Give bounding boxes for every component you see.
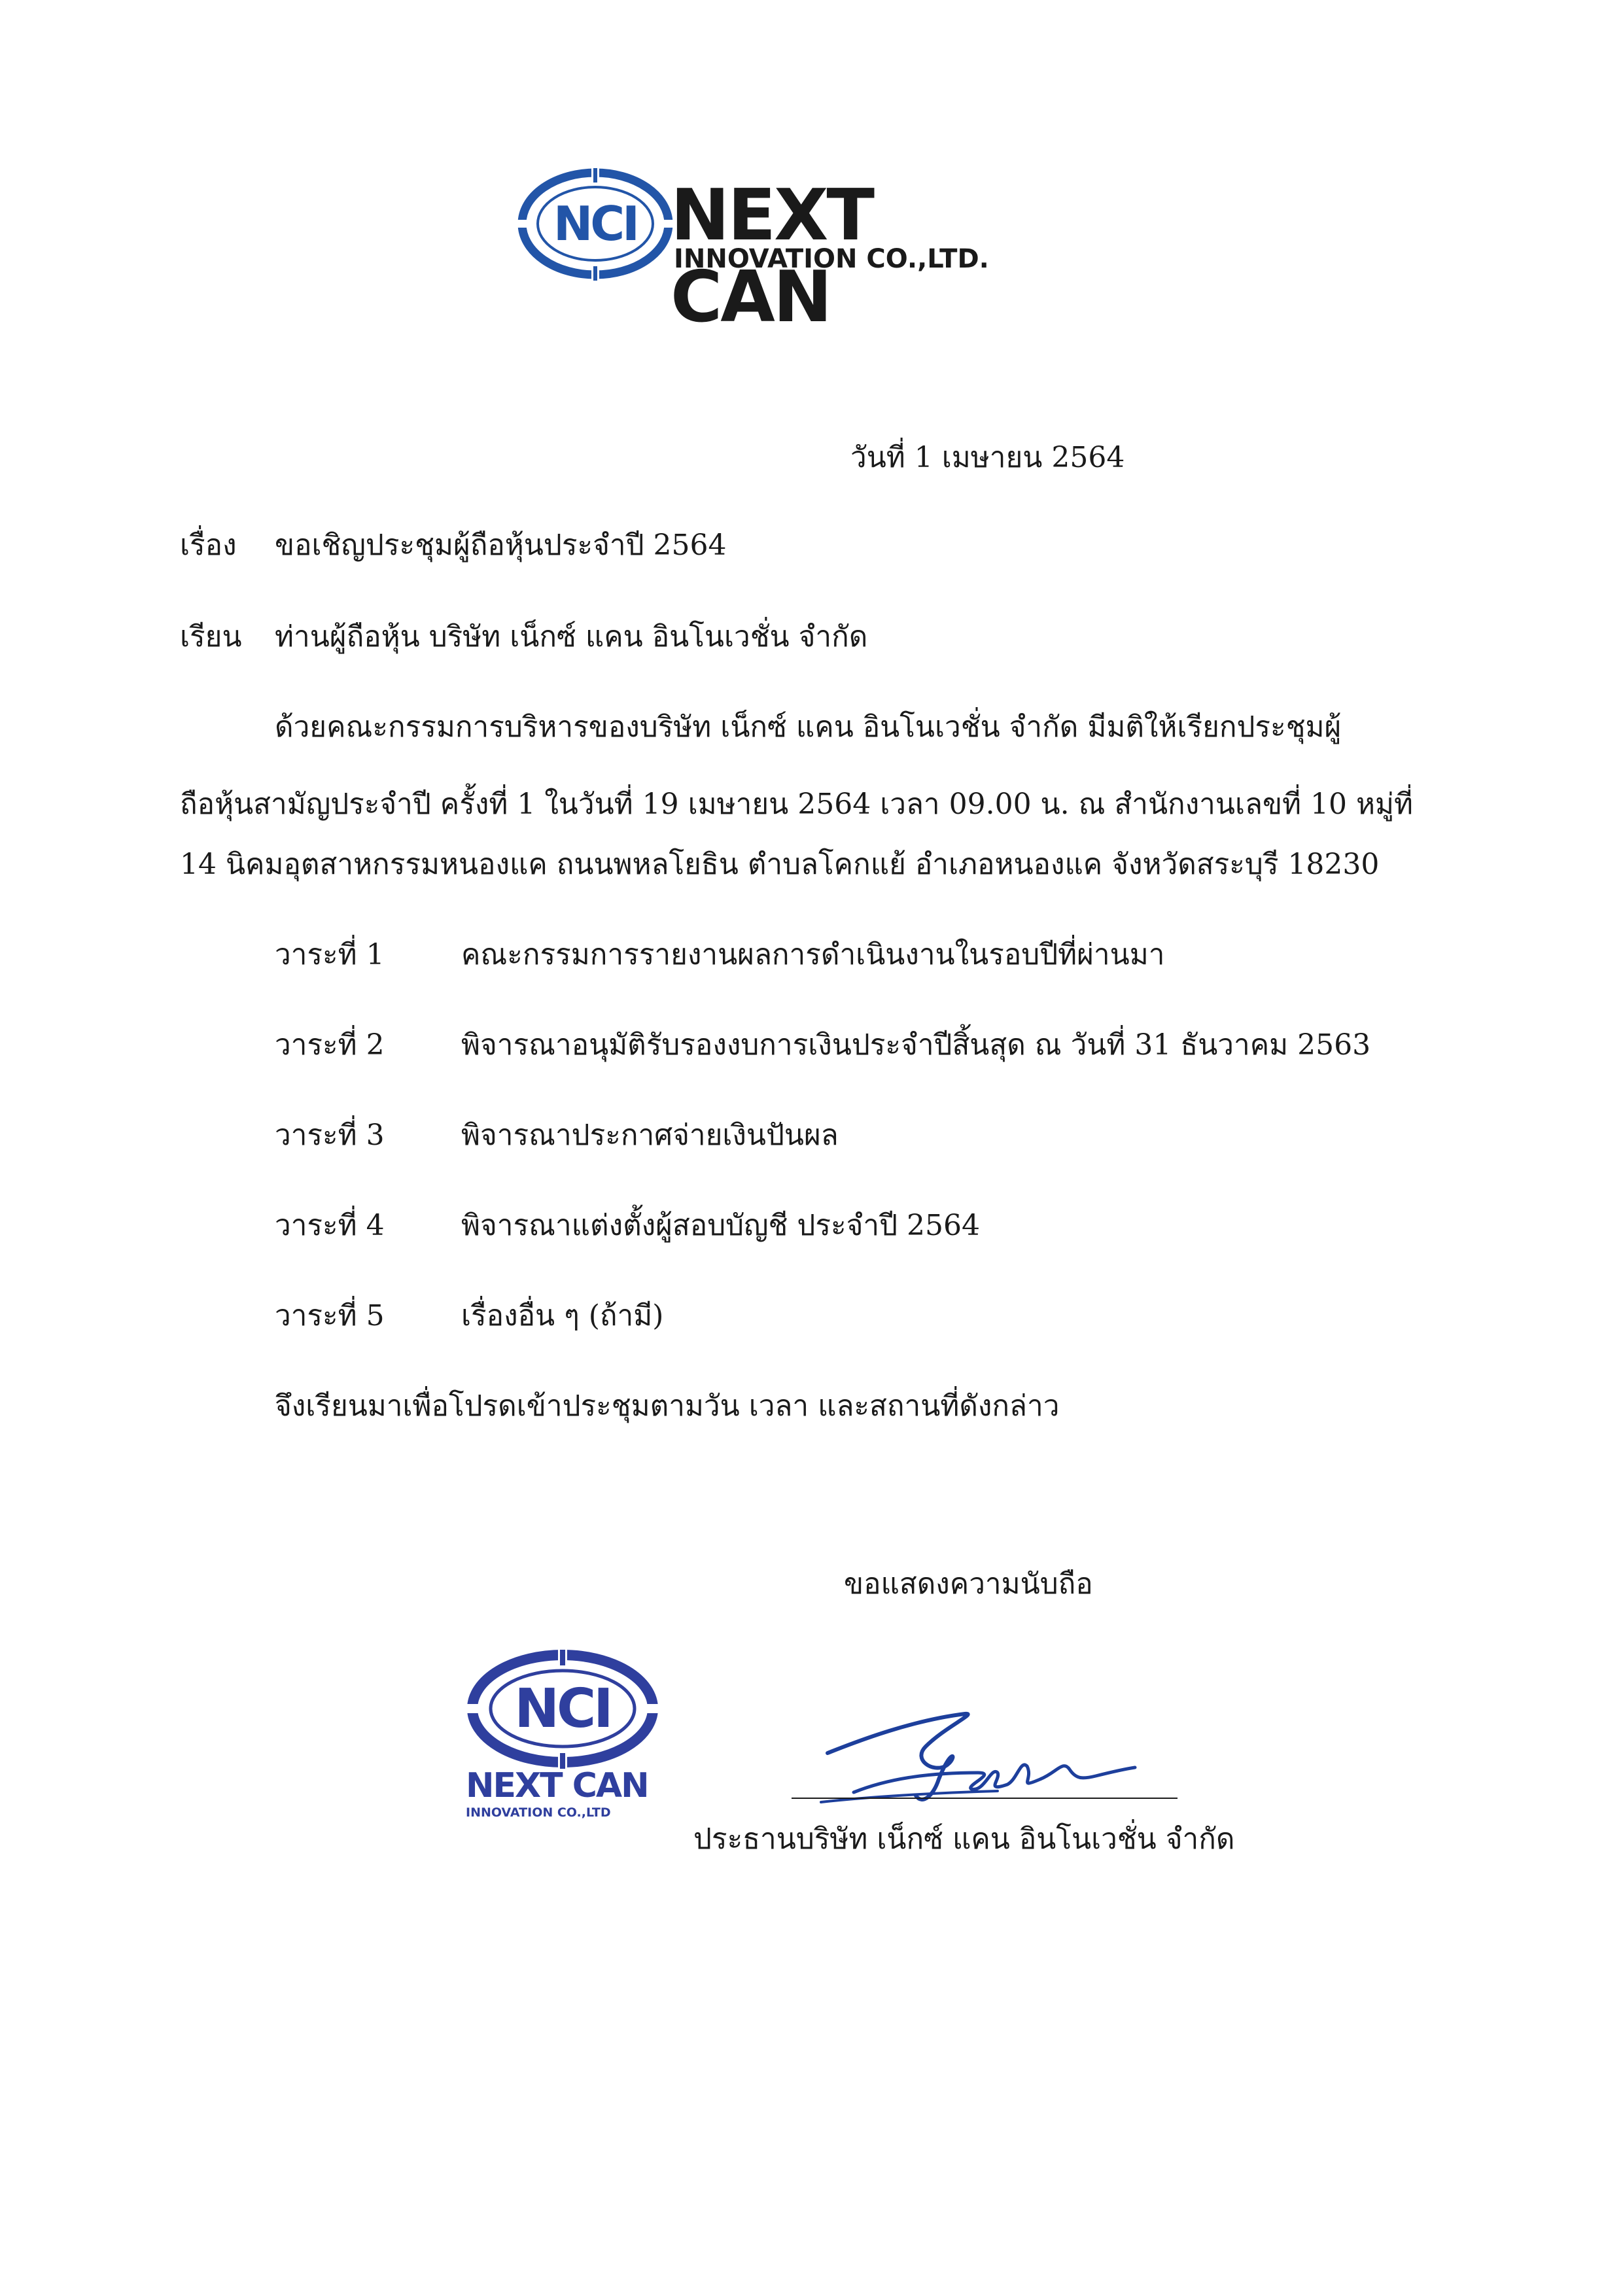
- nci-logo-icon: [517, 167, 674, 281]
- subject-label: เรื่อง: [180, 529, 237, 562]
- company-logo: [517, 167, 1014, 338]
- svg-text:NCI: NCI: [514, 1678, 611, 1740]
- agenda-number: วาระที่ 1: [275, 938, 385, 971]
- stamp-company-name: INNOVATION CO.,LTD: [466, 1805, 611, 1820]
- agenda-text: พิจารณาอนุมัติรับรองงบการเงินประจำปีสิ้นสุด ณ วันที่ 31 ธันวาคม 2563: [461, 1028, 1371, 1062]
- body-line-2: ถือหุ้นสามัญประจำปี ครั้งที่ 1 ในวันที่ 19 เมษายน 2564 เวลา 09.00 น. ณ สำนักงานเลขที่ 10 หมู่ที่: [180, 788, 1414, 821]
- signature-title: ประธานบริษัท เน็กซ์ แคน อินโนเวชั่น จำกัด: [693, 1822, 1235, 1856]
- brand-name: NEXT CAN: [671, 175, 873, 338]
- closing-text: จึงเรียนมาเพื่อโปรดเข้าประชุมตามวัน เวลา และสถานที่ดังกล่าว: [275, 1389, 1060, 1423]
- recipient-value: ท่านผู้ถือหุ้น บริษัท เน็กซ์ แคน อินโนเวชั่น จำกัด: [275, 620, 868, 653]
- body-line-1: ด้วยคณะกรรมการบริหารของบริษัท เน็กซ์ แคน อินโนเวชั่น จำกัด มีมติให้เรียกประชุมผู้: [275, 710, 1342, 744]
- agenda-text: เรื่องอื่น ๆ (ถ้ามี): [461, 1299, 664, 1332]
- stamp-brand-name: NEXT CAN: [466, 1766, 648, 1805]
- agenda-text: พิจารณาประกาศจ่ายเงินปันผล: [461, 1119, 839, 1152]
- svg-text:NCI: NCI: [553, 196, 637, 251]
- nci-stamp-icon: [464, 1648, 661, 1769]
- agenda-number: วาระที่ 2: [275, 1028, 385, 1062]
- regards-text: ขอแสดงความนับถือ: [844, 1567, 1093, 1601]
- body-line-3: 14 นิคมอุตสาหกรรมหนองแค ถนนพหลโยธิน ตำบลโคกแย้ อำเภอหนองแค จังหวัดสระบุรี 18230: [180, 848, 1380, 881]
- company-stamp: [451, 1648, 667, 1825]
- agenda-text: คณะกรรมการรายงานผลการดำเนินงานในรอบปีที่ผ่านมา: [461, 938, 1165, 971]
- agenda-number: วาระที่ 4: [275, 1209, 385, 1242]
- letter-date: วันที่ 1 เมษายน 2564: [850, 441, 1125, 474]
- agenda-text: พิจารณาแต่งตั้งผู้สอบบัญชี ประจำปี 2564: [461, 1209, 980, 1242]
- signature-line: [792, 1798, 1178, 1799]
- agenda-number: วาระที่ 5: [275, 1299, 385, 1332]
- company-name-en: INNOVATION CO.,LTD.: [674, 244, 989, 274]
- agenda-number: วาระที่ 3: [275, 1119, 385, 1152]
- recipient-label: เรียน: [180, 620, 242, 653]
- subject-value: ขอเชิญประชุมผู้ถือหุ้นประจำปี 2564: [275, 529, 727, 562]
